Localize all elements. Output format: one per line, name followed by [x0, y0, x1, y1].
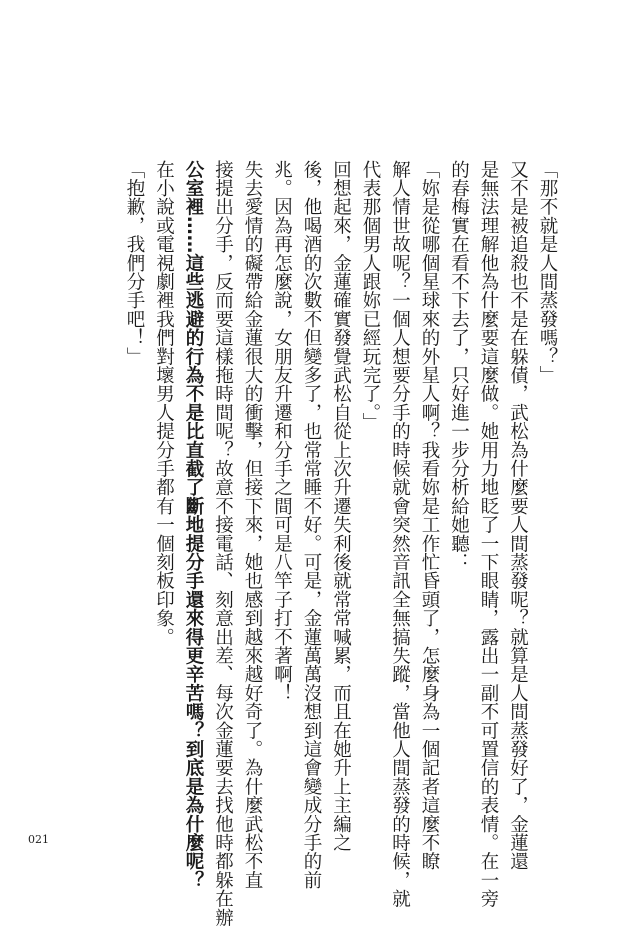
text-line-bold: 公室裡……這些逃避的行為不是比直截了斷地提分手還來得更辛苦嗎？到底是為什麼呢？: [183, 160, 204, 890]
text-line: 「抱歉，我們分手吧！」: [124, 160, 145, 366]
text-line: 「那不就是人間蒸發嗎？」: [537, 160, 558, 385]
vertical-text-body: [62, 160, 562, 927]
text-line: 回想起來，金蓮確實發覺武松自從上次升遷失利後就常常喊累，而且在她升上主編之: [330, 160, 352, 852]
text-line: 在小說或電視劇裡我們對壞男人提分手都有一個刻板印象。: [153, 160, 175, 647]
text-line: 解人情世故呢？一個人想要分手的時候就會突然音訊全無搞失蹤，當他人間蒸發的時候，就: [389, 160, 411, 908]
text-line: 代表那個男人跟妳已經玩完了。」: [360, 160, 381, 432]
text-line: 的春梅實在看不下去了，只好進一步分析給她聽：: [448, 160, 470, 572]
text-line: 又不是被追殺也不是在躲債，武松為什麼要人間蒸發呢？就算是人間蒸發好了，金蓮還: [507, 160, 529, 871]
page-number: 021: [28, 833, 49, 846]
text-line: 兆。因為再怎麼說，女朋友升遷和分手之間可是八竿子打不著啊！: [271, 160, 293, 703]
text-line: 接提出分手，反而要這樣拖時間呢？故意不接電話、刻意出差、每次金蓮要去找他時都躲在辦: [212, 160, 234, 927]
text-line: 失去愛情的礙帶給金蓮很大的衝擊，但接下來，她也感到越來越好奇了。為什麼武松不直: [242, 160, 263, 890]
text-line: 後，他喝酒的次數不但變多了，也常常睡不好。可是，金蓮萬萬沒想到這會變成分手的前: [301, 160, 322, 890]
text-line: 是無法理解他為什麼要這麼做。她用力地眨了一下眼睛，露出一副不可置信的表情。在一旁: [478, 160, 499, 908]
text-line: 「妳是從哪個星球來的外星人啊？我看妳是工作忙昏頭了，怎麼身為一個記者這麼不瞭: [419, 160, 440, 871]
